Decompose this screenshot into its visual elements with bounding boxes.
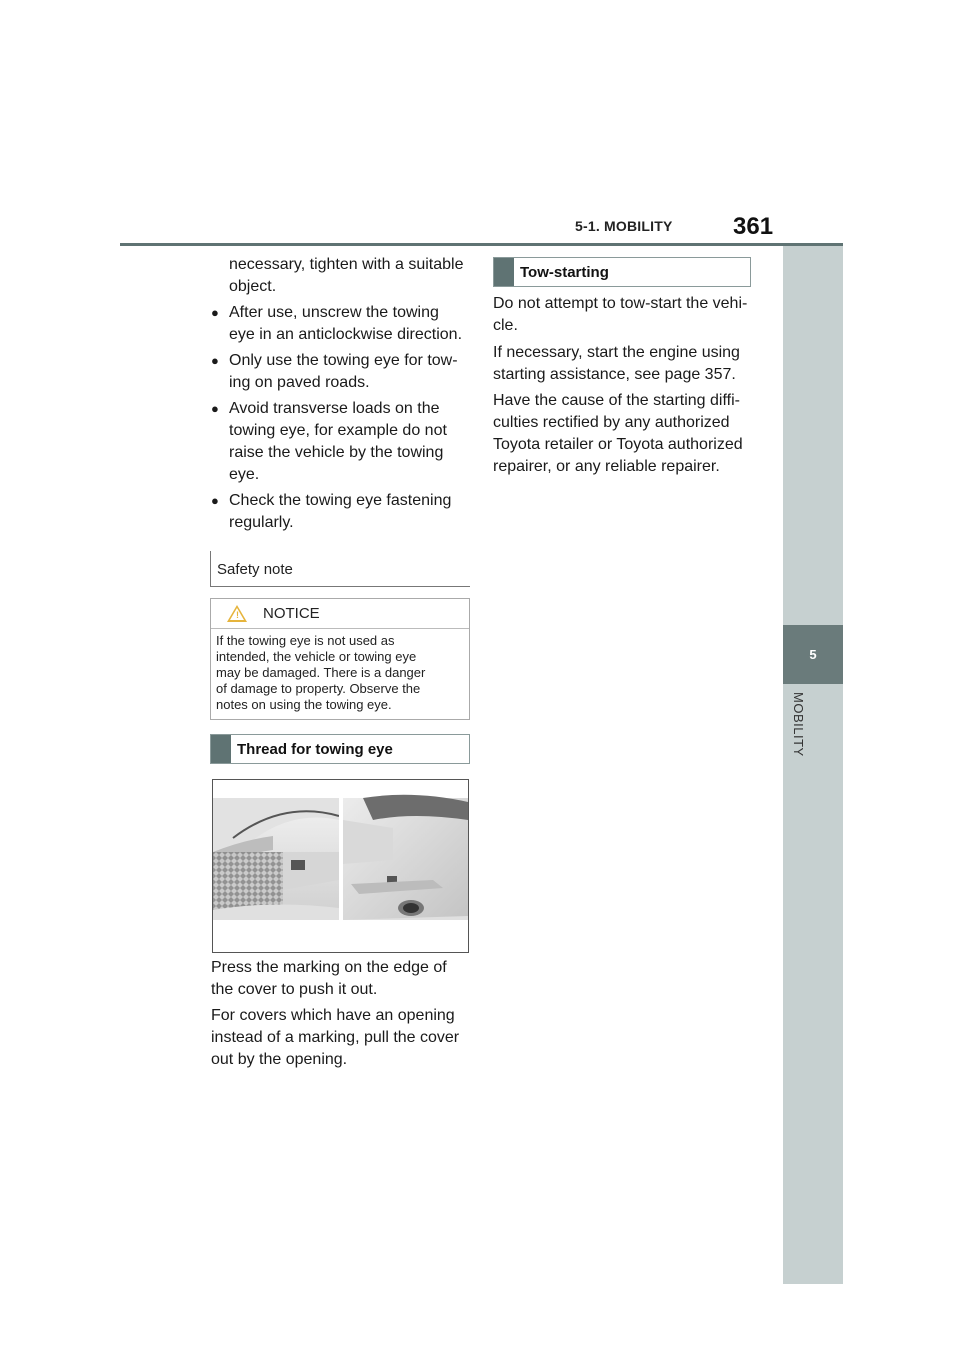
side-strip-top: [783, 246, 843, 625]
safety-note-rule-left: [210, 551, 211, 586]
bullet-item: [211, 350, 489, 394]
bumper-illustration: [212, 779, 469, 953]
chapter-title-vertical: MOBILITY: [791, 692, 806, 757]
page-number: 361: [733, 213, 774, 240]
text-line: ing on paved roads.: [229, 374, 370, 391]
chapter-number: 5: [809, 647, 817, 662]
text-line: necessary, tighten with a suitable: [229, 256, 464, 273]
heading-marker: [494, 258, 514, 286]
bullet-item: [211, 490, 489, 534]
text-line: eye.: [229, 466, 260, 483]
bumper-drawing: [213, 780, 468, 952]
paragraph: [493, 342, 763, 386]
section-heading-tow-starting: [493, 257, 751, 287]
text-line: For covers which have an opening: [211, 1007, 455, 1024]
bullet-item: [211, 302, 489, 346]
text-line: object.: [229, 278, 277, 295]
text-line: out by the opening.: [211, 1051, 348, 1068]
notice-header: [211, 599, 469, 629]
notice-box: [210, 598, 470, 720]
text-line: starting assistance, see page 357.: [493, 366, 736, 383]
text-line: repairer, or any reliable repairer.: [493, 458, 720, 475]
paragraph: [493, 390, 763, 478]
text-line: the cover to push it out.: [211, 981, 378, 998]
side-strip-bottom: [783, 684, 843, 1284]
text-line: ● Check the towing eye fastening: [229, 492, 452, 509]
text-line: ● Avoid transverse loads on the: [229, 400, 440, 417]
notice-body: [211, 629, 469, 713]
text-line: Toyota retailer or Toyota authorized: [493, 436, 743, 453]
continued-paragraph: [229, 254, 479, 298]
paragraph: [493, 293, 763, 337]
text-line: eye in an anticlockwise direction.: [229, 326, 463, 343]
text-line: cle.: [493, 317, 518, 334]
text-line: Do not attempt to tow-start the vehi-: [493, 295, 748, 312]
text-line: of damage to property. Observe the: [216, 681, 421, 696]
text-line: may be damaged. There is a danger: [216, 665, 426, 680]
heading-text: Tow-starting: [520, 263, 609, 281]
chapter-tab: [783, 625, 843, 684]
text-line: regularly.: [229, 514, 294, 531]
text-line: ● After use, unscrew the towing: [229, 304, 439, 321]
text-line: If necessary, start the engine using: [493, 344, 740, 361]
notice-title: NOTICE: [263, 605, 320, 622]
instruction-paragraph: [211, 1005, 481, 1071]
heading-text: Thread for towing eye: [237, 740, 393, 758]
header-rule: [120, 243, 843, 246]
text-line: raise the vehicle by the towing: [229, 444, 444, 461]
text-line: Have the cause of the starting diffi-: [493, 392, 740, 409]
section-heading-thread: [210, 734, 470, 764]
instruction-paragraph: [211, 957, 471, 1001]
safety-note-title: Safety note: [217, 561, 293, 578]
text-line: notes on using the towing eye.: [216, 697, 392, 712]
text-line: culties rectified by any authorized: [493, 414, 730, 431]
heading-marker: [211, 735, 231, 763]
section-label: 5-1. MOBILITY: [575, 218, 673, 234]
bullet-item: [211, 398, 489, 486]
text-line: instead of a marking, pull the cover: [211, 1029, 460, 1046]
text-line: Press the marking on the edge of: [211, 959, 447, 976]
text-line: towing eye, for example do not: [229, 422, 447, 439]
text-line: ● Only use the towing eye for tow-: [229, 352, 458, 369]
text-line: If the towing eye is not used as: [216, 633, 395, 648]
warning-triangle-icon: !: [227, 605, 247, 622]
safety-note-rule-bottom: [210, 586, 470, 587]
text-line: intended, the vehicle or towing eye: [216, 649, 417, 664]
